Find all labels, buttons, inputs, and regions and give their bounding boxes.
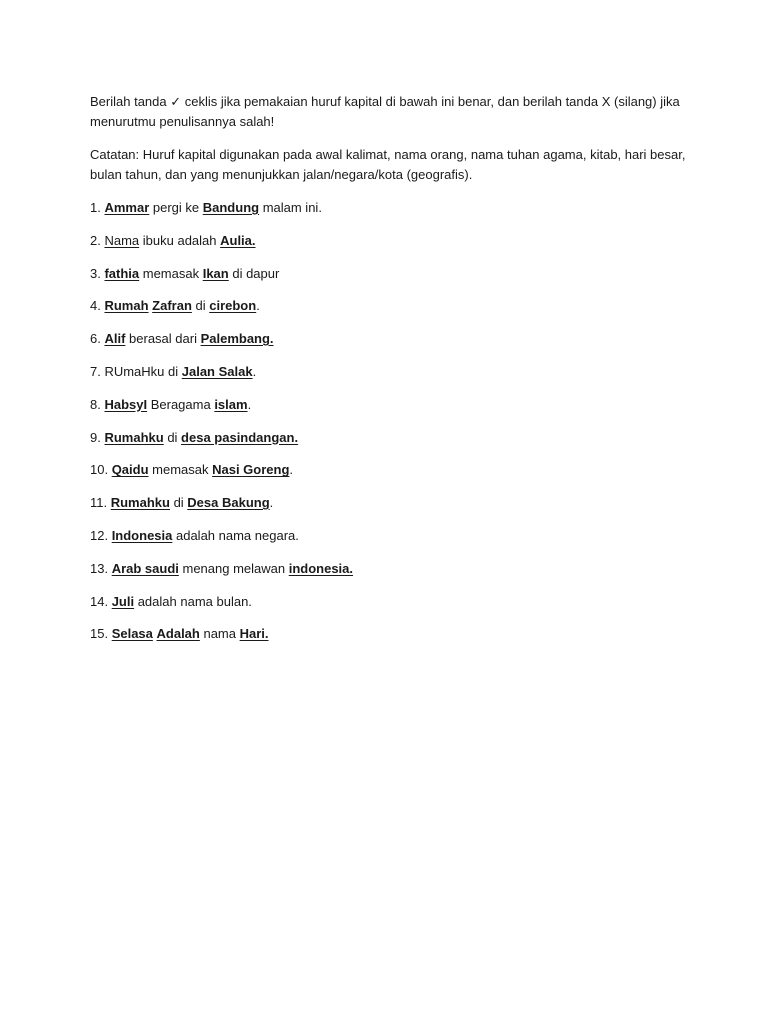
item-text: 8.: [90, 396, 105, 412]
list-item: [90, 231, 690, 251]
marked-word: HabsyI: [104, 396, 148, 412]
item-text: di: [191, 298, 210, 314]
marked-word: cirebon: [209, 298, 257, 314]
list-item: [90, 362, 690, 382]
item-text: adalah nama negara.: [172, 527, 299, 543]
marked-word: Indonesia: [111, 527, 173, 543]
marked-word: Palembang.: [200, 331, 274, 347]
item-text: di dapur: [228, 265, 280, 281]
item-text: 4.: [90, 298, 105, 314]
item-text: 2.: [90, 232, 105, 248]
item-text: .: [269, 495, 274, 511]
item-text: 15.: [90, 626, 112, 642]
marked-word: Hari.: [239, 626, 269, 642]
item-text: di: [163, 429, 182, 445]
item-text: .: [247, 396, 252, 412]
item-text: 6.: [90, 331, 105, 347]
marked-word: Qaidu: [111, 462, 149, 478]
marked-word: indonesia.: [288, 560, 354, 576]
document-page: [90, 92, 690, 657]
marked-word: fathia: [104, 265, 140, 281]
item-text: 3.: [90, 265, 105, 281]
list-item: [90, 296, 690, 316]
marked-word: Nasi Goreng: [212, 462, 290, 478]
marked-word: Rumahku: [104, 429, 164, 445]
item-text: berasal dari: [125, 331, 201, 347]
marked-word: Adalah: [156, 626, 200, 642]
marked-word: Desa Bakung: [187, 495, 270, 511]
item-text: ibuku adalah: [139, 232, 221, 248]
note-text: Catatan: Huruf kapital digunakan pada awal kalimat, nama orang, nama tuhan agama, kitab, hari besar, bulan tahun, dan yang menunjukkan jalan/negara/kota (geografis).: [90, 147, 686, 182]
marked-word: islam: [214, 396, 248, 412]
marked-word: Nama: [104, 232, 140, 248]
instruction-text: Berilah tanda ✓ ceklis jika pemakaian huruf kapital di bawah ini benar, dan berilah tanda X (silang) jika menurutmu penulisannya salah!: [90, 94, 680, 129]
item-text: memasak: [148, 462, 213, 478]
marked-word: Juli: [111, 593, 135, 609]
list-item: [90, 592, 690, 612]
list-item: [90, 428, 690, 448]
item-text: 12.: [90, 527, 112, 543]
item-text: .: [289, 462, 294, 478]
item-text: Beragama: [147, 396, 215, 412]
item-text: 10.: [90, 462, 112, 478]
marked-word: Rumah: [104, 298, 149, 314]
list-item: [90, 460, 690, 480]
exercise-list: [90, 198, 690, 644]
list-item: [90, 264, 690, 284]
item-text: 9.: [90, 429, 105, 445]
list-item: [90, 395, 690, 415]
item-text: di: [169, 495, 188, 511]
marked-word: Jalan Salak: [181, 363, 253, 379]
list-item: [90, 526, 690, 546]
item-text: memasak: [139, 265, 203, 281]
item-text: pergi ke: [149, 200, 203, 215]
item-text: 14.: [90, 593, 112, 609]
item-text: menang melawan: [178, 560, 289, 576]
item-text: adalah nama bulan.: [134, 593, 252, 609]
marked-word: Rumahku: [110, 495, 170, 511]
marked-word: desa pasindangan.: [181, 429, 299, 445]
list-item: [90, 329, 690, 349]
list-item: [90, 493, 690, 513]
item-text: nama: [199, 626, 240, 642]
marked-word: Arab saudi: [111, 560, 179, 576]
marked-word: Alif: [104, 331, 126, 347]
marked-word: Selasa: [111, 626, 153, 642]
list-item: [90, 624, 690, 644]
marked-word: Bandung: [202, 200, 260, 215]
item-text: 13.: [90, 560, 112, 576]
list-item: [90, 198, 690, 218]
item-text: .: [256, 298, 260, 314]
item-text: 7. RUmaHku di: [90, 363, 182, 379]
item-text: 1.: [90, 200, 105, 215]
marked-word: Aulia.: [220, 232, 256, 248]
item-text: .: [252, 363, 257, 379]
item-text: 11.: [90, 495, 111, 511]
marked-word: Zafran: [152, 298, 192, 314]
marked-word: Ammar: [104, 200, 150, 215]
list-item: [90, 559, 690, 579]
marked-word: Ikan: [202, 265, 229, 281]
item-text: malam ini.: [259, 200, 322, 215]
